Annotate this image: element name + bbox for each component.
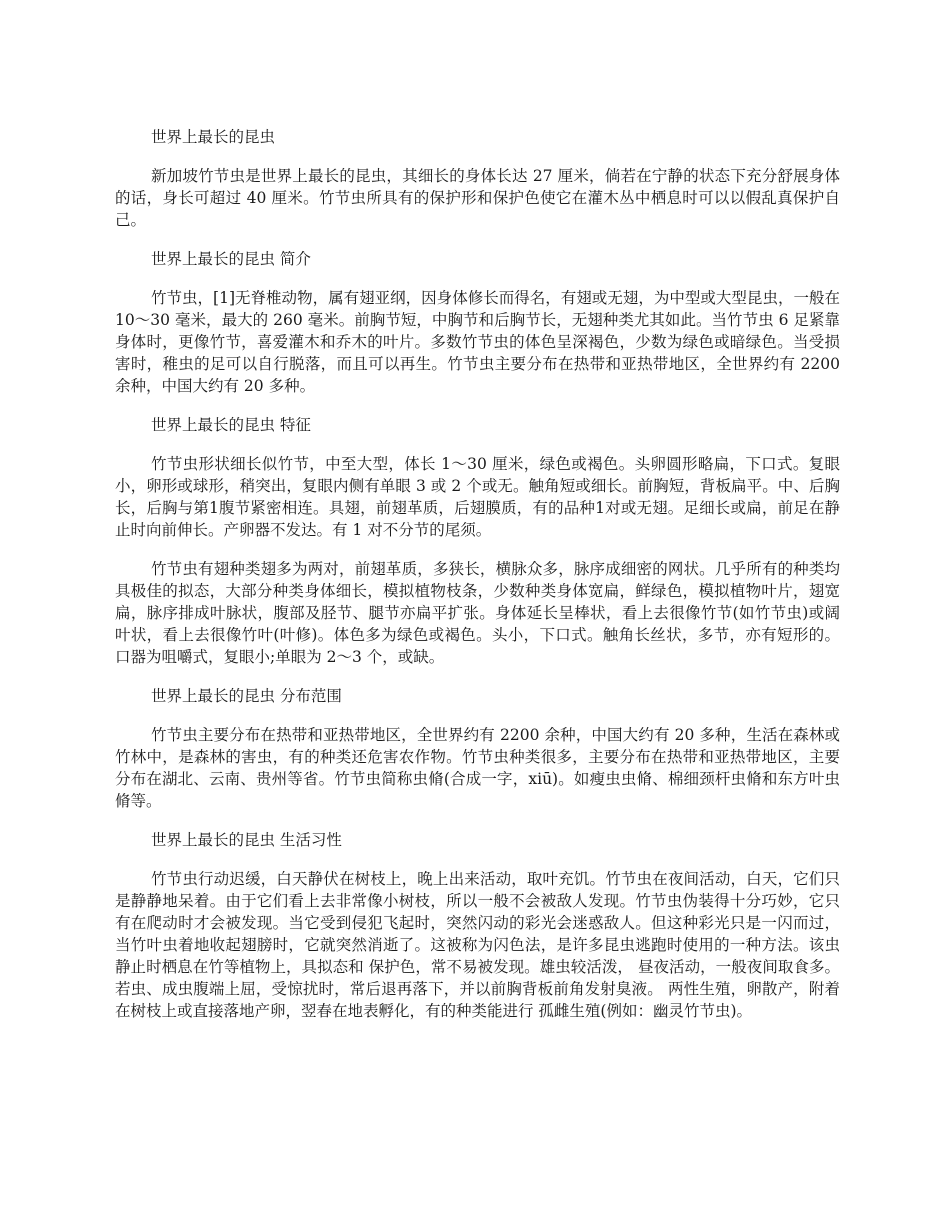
paragraph: 竹节虫主要分布在热带和亚热带地区，全世界约有 2200 余种，中国大约有 20 多种，生活在森林或竹林中，是森林的害虫，有的种类还危害农作物。竹节虫种类很多，主要分布在热带和亚热带地区，主要分布在湖北、云南、贵州等省。竹节虫简称虫脩(合成一字，xiū)。如瘦虫虫脩、棉细颈杆虫脩和东方叶虫脩等。 [115,726,840,810]
section-heading: 世界上最长的昆虫 生活习性 [151,831,342,849]
paragraph: 竹节虫，[1]无脊椎动物，属有翅亚纲，因身体修长而得名，有翅或无翅，为中型或大型昆虫，一般在 10～30 毫米，最大的 260 毫米。前胸节短，中胸节和后胸节长，无翅种类尤其如此。当竹节虫 6 足紧靠身体时，更像竹节，喜爱灌木和乔木的叶片。多数竹节虫的体色呈深褐色，少数为绿色或暗绿色。当受损害时，稚虫的足可以自行脱落，而且可以再生。竹节虫主要分布在热带和亚热带地区，全世界约有 2200 余种，中国大约有 20 多种。 [115,289,840,395]
section-heading: 世界上最长的昆虫 简介 [151,250,311,268]
paragraph: 竹节虫行动迟缓，白天静伏在树枝上，晚上出来活动，取叶充饥。竹节虫在夜间活动，白天，它们只是静静地呆着。由于它们看上去非常像小树枝，所以一般不会被敌人发现。竹节虫伪装得十分巧妙，它只有在爬动时才会被发现。当它受到侵犯飞起时，突然闪动的彩光会迷惑敌人。但这种彩光只是一闪而过，当竹叶虫着地收起翅膀时，它就突然消逝了。这被称为闪色法，是许多昆虫逃跑时使用的一种方法。该虫静止时栖息在竹等植物上，具拟态和 保护色，常不易被发现。雄虫较活泼， 昼夜活动，一般夜间取食多。若虫、成虫腹端上屈，受惊扰时，常后退再落下，并以前胸背板前角发射臭液。 两性生殖，卵散产，附着在树枝上或直接落地产卵，翌春在地表孵化，有的种类能进行 孤雌生殖(例如：幽灵竹节虫)。 [115,870,840,1020]
paragraph: 竹节虫有翅种类翅多为两对，前翅革质，多狭长，横脉众多，脉序成细密的网状。几乎所有的种类均具极佳的拟态，大部分种类身体细长，模拟植物枝条，少数种类身体宽扁，鲜绿色，模拟植物叶片，翅宽扁，脉序排成叶脉状，腹部及胫节、腿节亦扁平扩张。身体延长呈棒状，看上去很像竹节(如竹节虫)或阔叶状，看上去很像竹叶(叶修)。体色多为绿色或褐色。头小，下口式。触角长丝状，多节，亦有短形的。口器为咀嚼式，复眼小;单眼为 2～3 个，或缺。 [115,560,840,666]
document-body [115,126,840,1039]
paragraph: 竹节虫形状细长似竹节，中至大型，体长 1～30 厘米，绿色或褐色。头卵圆形略扁，下口式。复眼小，卵形或球形，稍突出，复眼内侧有单眼 3 或 2 个或无。触角短或细长。前胸短，背板扁平。中、后胸长，后胸与第1腹节紧密相连。具翅，前翅革质，后翅膜质，有的品种1对或无翅。足细长或扁，前足在静止时向前伸长。产卵器不发达。有 1 对不分节的尾须。 [115,455,840,539]
paragraph: 新加坡竹节虫是世界上最长的昆虫，其细长的身体长达 27 厘米，倘若在宁静的状态下充分舒展身体的话，身长可超过 40 厘米。竹节虫所具有的保护形和保护色使它在灌木丛中栖息时可以以假乱真保护自己。 [115,167,840,229]
section-heading: 世界上最长的昆虫 分布范围 [151,687,342,705]
section-heading: 世界上最长的昆虫 特征 [151,416,311,434]
section-heading: 世界上最长的昆虫 [151,128,276,146]
